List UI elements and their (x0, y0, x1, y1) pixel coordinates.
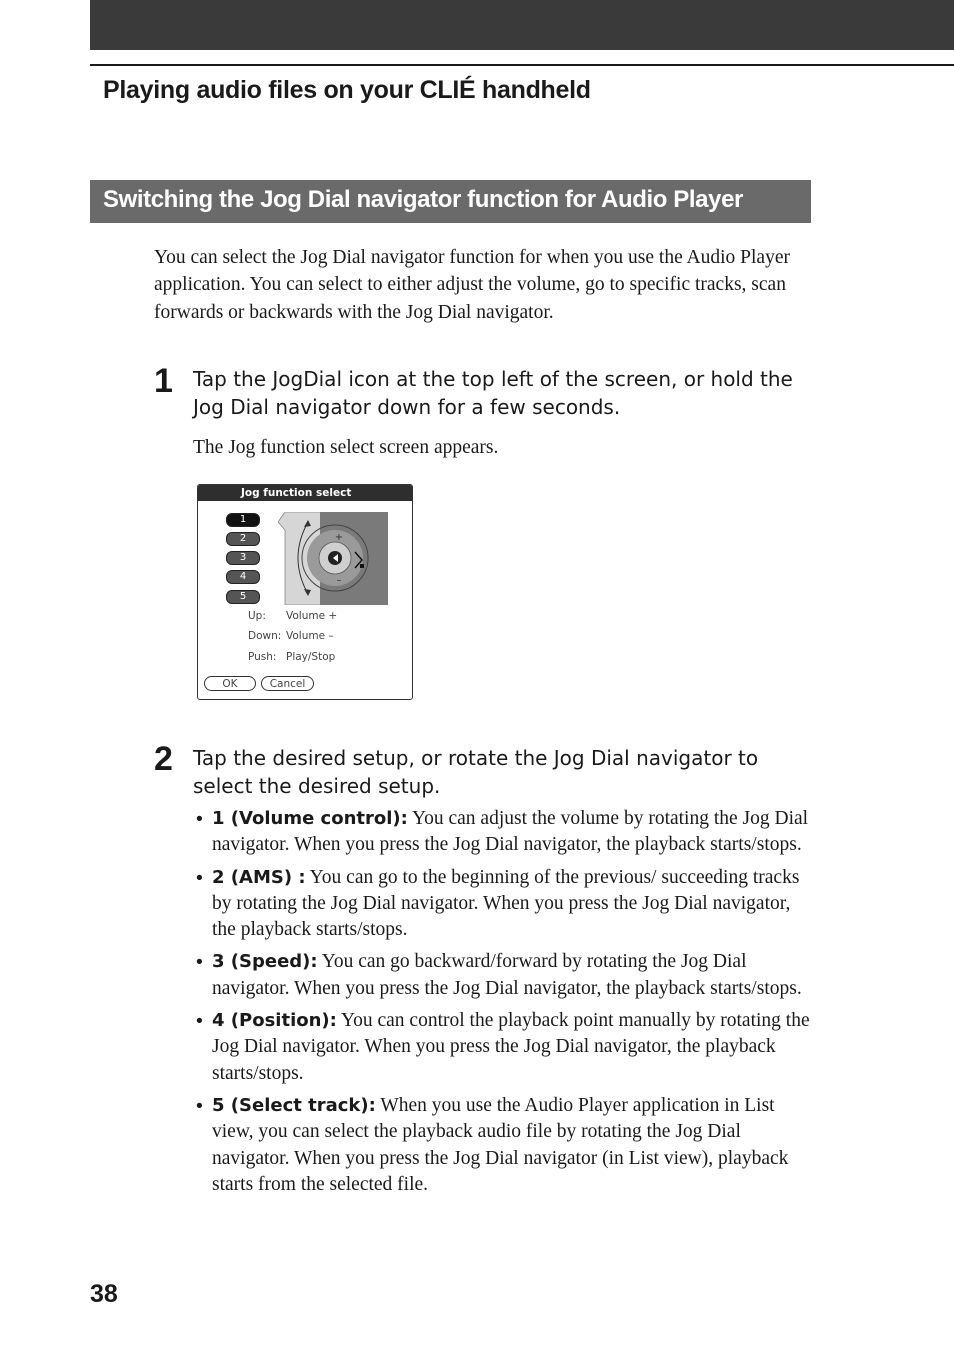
ok-button[interactable]: OK (204, 676, 256, 691)
info-down-label: Down: (248, 630, 282, 642)
option-description: You can go backward/forward by rotating the Jog Dial navigator. When you press the Jog Dial navigator, the playback starts/stops. (212, 951, 802, 999)
jog-option-2-button[interactable]: 2 (226, 532, 260, 546)
jog-option-5-button[interactable]: 5 (226, 590, 260, 604)
info-down (248, 630, 334, 642)
option-description: You can go to the beginning of the previous/ succeeding tracks by rotating the Jog Dial navigator. When you press the Jog Dial navigator, the playback starts/stops. (212, 866, 800, 941)
list-item: • 3 (Speed): You can go backward/forward by rotating the Jog Dial navigator. When you press the Jog Dial navigator, the playback starts/stops. (196, 951, 802, 999)
info-up (248, 610, 337, 622)
step-1-result: The Jog function select screen appears. (193, 437, 499, 458)
option-list (196, 806, 816, 1204)
option-term: 3 (Speed): (212, 951, 318, 973)
jog-option-1-button[interactable]: 1 (226, 513, 260, 527)
option-term: 4 (Position): (212, 1010, 337, 1032)
list-item: • 2 (AMS) : You can go to the beginning of the previous/ succeeding tracks by rotating the Jog Dial navigator. When you press the Jog Dial navigator, the playback starts/stops. (196, 866, 800, 941)
step-1-number: 1 (154, 362, 173, 400)
page-number: 38 (90, 1280, 118, 1308)
step-2-text: Tap the desired setup, or rotate the Jog Dial navigator to select the desired setup. (193, 746, 759, 798)
option-description: You can control the playback point manually by rotating the Jog Dial navigator. When you press the Jog Dial navigator, the playback starts/stops. (212, 1010, 810, 1084)
jog-dial-illustration (278, 512, 388, 605)
option-description: You can adjust the volume by rotating the Jog Dial navigator. When you press the Jog Dial navigator, the playback starts/stops. (212, 808, 809, 856)
info-down-value: Volume – (286, 630, 334, 642)
option-term: 1 (Volume control): (212, 808, 408, 829)
section-title: Switching the Jog Dial navigator function for Audio Player (103, 186, 743, 213)
screen-title: Jog function select (198, 485, 412, 501)
info-push (248, 651, 335, 663)
dial-plus-label: + (334, 532, 344, 543)
dial-minus-label: – (336, 575, 342, 586)
intro-paragraph: You can select the Jog Dial navigator function for when you use the Audio Player application. You can select to either adjust the volume, go to specific tracks, scan forwards or backwards with the Jog Dial navigator. (154, 247, 790, 323)
header-rule (90, 64, 954, 66)
option-description: When you use the Audio Player application in List view, you can select the playback audio file by rotating the Jog Dial navigator. When you press the Jog Dial navigator (in List view), playback starts from the selected file. (212, 1094, 789, 1195)
list-item: • 1 (Volume control): You can adjust the volume by rotating the Jog Dial navigator. When you press the Jog Dial navigator, the playback starts/stops. (196, 808, 809, 856)
info-up-value: Volume + (286, 610, 338, 622)
step-2-number: 2 (154, 740, 173, 778)
list-item: • 4 (Position): You can control the playback point manually by rotating the Jog Dial navigator. When you press the Jog Dial navigator, the playback starts/stops. (196, 1010, 810, 1084)
list-item: • 5 (Select track): When you use the Audio Player application in List view, you can select the playback audio file by rotating the Jog Dial navigator. When you press the Jog Dial navigator (in List view), playback starts from the selected file. (196, 1094, 789, 1195)
option-term: 5 (Select track): (212, 1094, 376, 1116)
jog-function-select-screenshot (197, 484, 413, 700)
option-term: 2 (AMS) : (212, 866, 306, 888)
header-bar (90, 0, 954, 50)
info-push-value: Play/Stop (286, 651, 336, 663)
step-1-text: Tap the JogDial icon at the top left of the screen, or hold the Jog Dial navigator down for a few seconds. (193, 367, 793, 419)
jog-option-4-button[interactable]: 4 (226, 570, 260, 584)
jog-option-3-button[interactable]: 3 (226, 551, 260, 565)
chapter-heading: Playing audio files on your CLIÉ handheld (103, 76, 591, 104)
cancel-button[interactable]: Cancel (261, 676, 314, 691)
info-up-label: Up: (248, 610, 266, 622)
info-push-label: Push: (248, 651, 277, 663)
